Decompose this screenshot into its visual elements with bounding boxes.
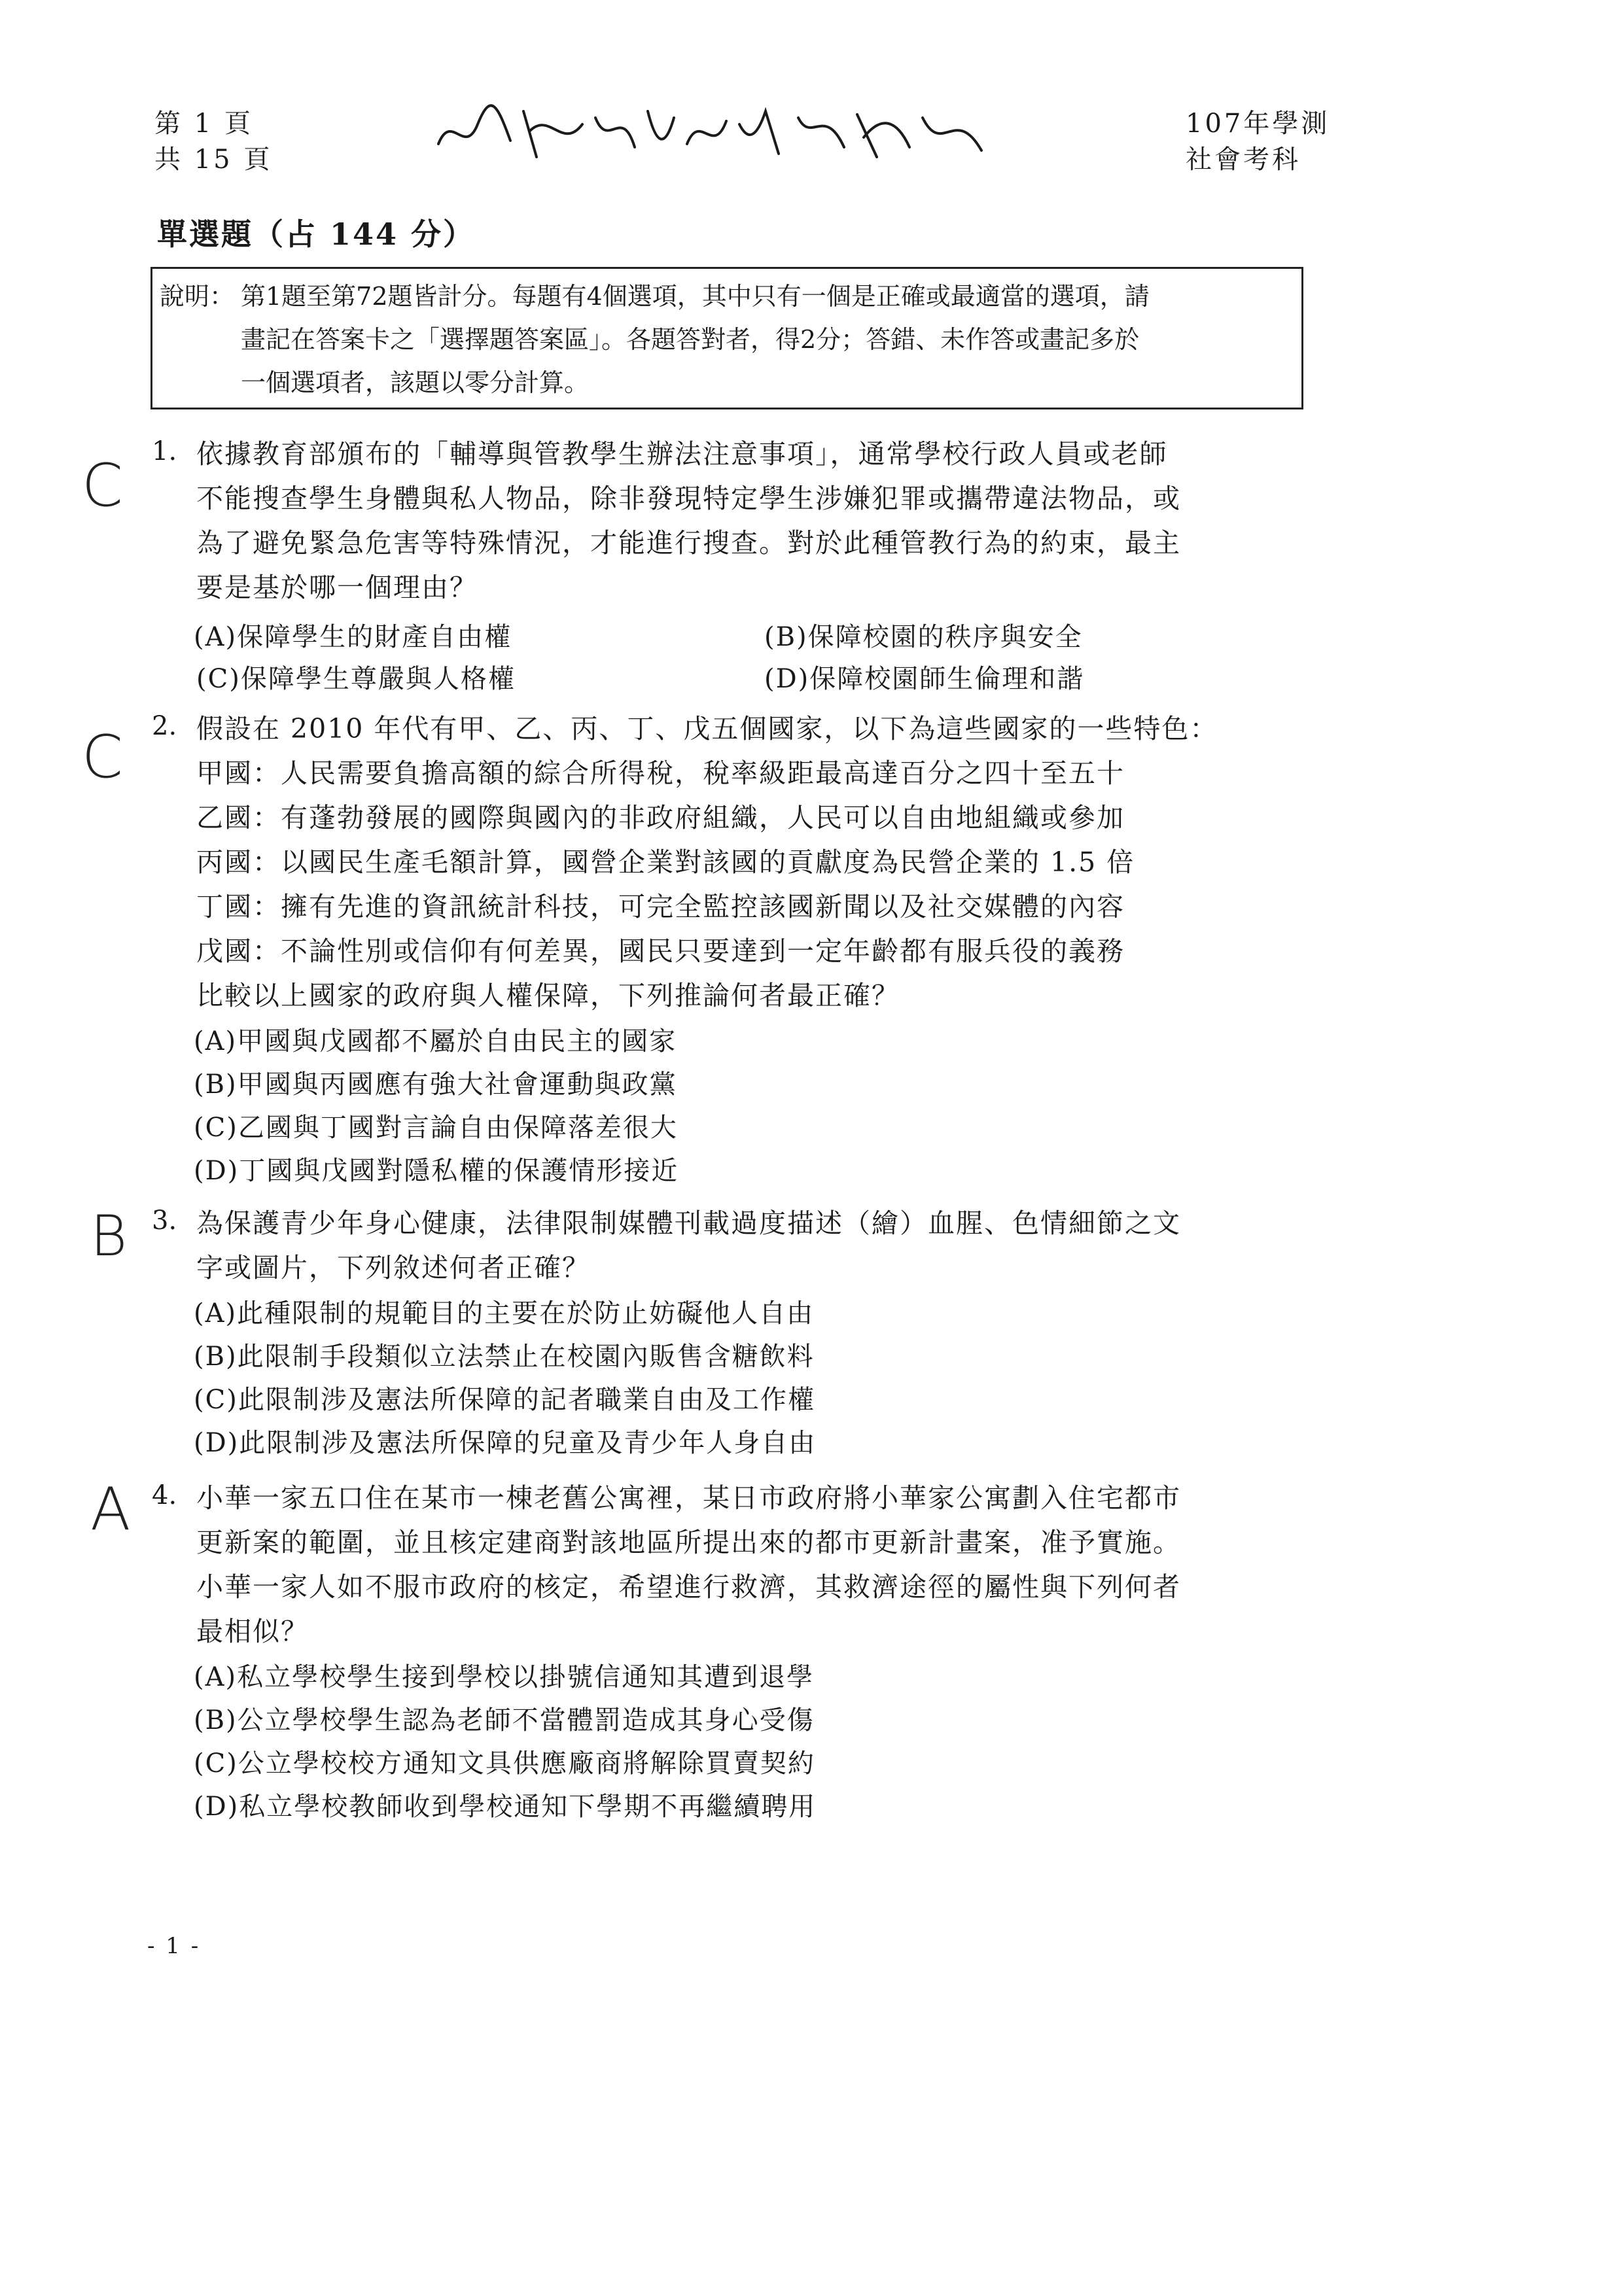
option-c: (C)保障學生尊嚴與人格權 <box>196 664 516 694</box>
question-stem-line: 不能搜查學生身體與私人物品，除非發現特定學生涉嫌犯罪或攜帶違法物品，或 <box>196 483 1181 514</box>
question-number: 2. <box>152 711 177 741</box>
question-stem-line: 最相似？ <box>196 1616 309 1647</box>
instructions-line: 第1題至第72題皆計分。每題有4個選項，其中只有一個是正確或最適當的選項，請 <box>241 282 1150 311</box>
question-stem-line: 要是基於哪一個理由？ <box>196 572 478 603</box>
question-stem-line: 更新案的範圍，並且核定建商對該地區所提出來的都市更新計畫案，准予實施。 <box>196 1527 1181 1558</box>
option-c: (C)此限制涉及憲法所保障的記者職業自由及工作權 <box>194 1385 815 1415</box>
question-stem-line: 字或圖片，下列敘述何者正確？ <box>196 1252 590 1283</box>
question-number: 3. <box>152 1206 177 1236</box>
question-stem-line: 甲國：人民需要負擔高額的綜合所得稅，稅率級距最高達百分之四十至五十 <box>196 757 1125 789</box>
question-stem-line: 比較以上國家的政府與人權保障，下列推論何者最正確？ <box>196 980 900 1011</box>
option-b: (B)此限制手段類似立法禁止在校園內販售含糖飲料 <box>194 1342 815 1372</box>
instructions-line: 一個選項者，該題以零分計算。 <box>241 368 590 397</box>
handwritten-answer: B <box>90 1204 128 1269</box>
handwritten-answer: C <box>82 723 123 791</box>
option-a: (A)此種限制的規範目的主要在於防止妨礙他人自由 <box>194 1298 815 1329</box>
question-stem-line: 依據教育部頒布的「輔導與管教學生辦法注意事項」，通常學校行政人員或老師 <box>196 438 1168 470</box>
question-stem-line: 小華一家人如不服市政府的核定，希望進行救濟，其救濟途徑的屬性與下列何者 <box>196 1571 1181 1603</box>
handwritten-source-annotation <box>432 85 1021 179</box>
question-stem-line: 乙國：有蓬勃發展的國際與國內的非政府組織，人民可以自由地組織或參加 <box>196 802 1125 833</box>
handwritten-answer: C <box>82 451 123 520</box>
option-a: (A)保障學生的財產自由權 <box>194 622 512 652</box>
handwritten-answer: A <box>90 1475 131 1544</box>
question-number: 1. <box>152 436 177 466</box>
option-b: (B)甲國與丙國應有強大社會運動與政黨 <box>194 1070 677 1100</box>
question-stem-line: 假設在 2010 年代有甲、乙、丙、丁、戊五個國家，以下為這些國家的一些特色： <box>196 713 1218 744</box>
question-stem-line: 為了避免緊急危害等特殊情況，才能進行搜查。對於此種管教行為的約束，最主 <box>196 527 1181 559</box>
option-c: (C)乙國與丁國對言論自由保障落差很大 <box>194 1113 678 1143</box>
subject-label: 社會考科 <box>1186 145 1301 175</box>
question-stem-line: 為保護青少年身心健康，法律限制媒體刊載過度描述（繪）血腥、色情細節之文 <box>196 1208 1181 1239</box>
total-pages-label: 共 15 頁 <box>154 145 273 175</box>
option-a: (A)甲國與戊國都不屬於自由民主的國家 <box>194 1026 677 1056</box>
option-b: (B)公立學校學生認為老師不當體罰造成其身心受傷 <box>194 1705 815 1735</box>
option-a: (A)私立學校學生接到學校以掛號信通知其遭到退學 <box>194 1662 815 1692</box>
option-d: (D)此限制涉及憲法所保障的兒童及青少年人身自由 <box>194 1428 817 1458</box>
option-c: (C)公立學校校方通知文具供應廠商將解除買賣契約 <box>194 1748 815 1779</box>
instructions-prefix: 說明： <box>160 282 235 311</box>
option-d: (D)丁國與戊國對隱私權的保護情形接近 <box>194 1156 679 1186</box>
option-d: (D)私立學校教師收到學校通知下學期不再繼續聘用 <box>194 1792 817 1822</box>
exam-title: 107年學測 <box>1186 109 1330 139</box>
question-stem-line: 丙國：以國民生產毛額計算，國營企業對該國的貢獻度為民營企業的 1.5 倍 <box>196 846 1135 878</box>
handwriting-scribble <box>432 85 1021 177</box>
page-footer-number: - 1 - <box>147 1933 201 1959</box>
option-d: (D)保障校園師生倫理和諧 <box>764 664 1085 694</box>
question-stem-line: 小華一家五口住在某市一棟老舊公寓裡，某日市政府將小華家公寓劃入住宅都市 <box>196 1482 1181 1514</box>
question-number: 4. <box>152 1480 177 1510</box>
section-title: 單選題（占 144 分） <box>157 217 476 252</box>
option-b: (B)保障校園的秩序與安全 <box>764 622 1083 652</box>
question-stem-line: 戊國：不論性別或信仰有何差異，國民只要達到一定年齡都有服兵役的義務 <box>196 935 1125 967</box>
page-number-label: 第 1 頁 <box>154 109 253 139</box>
question-stem-line: 丁國：擁有先進的資訊統計科技，可完全監控該國新聞以及社交媒體的內容 <box>196 891 1125 922</box>
instructions-line: 畫記在答案卡之「選擇題答案區」。各題答對者，得2分；答錯、未作答或畫記多於 <box>241 325 1140 354</box>
